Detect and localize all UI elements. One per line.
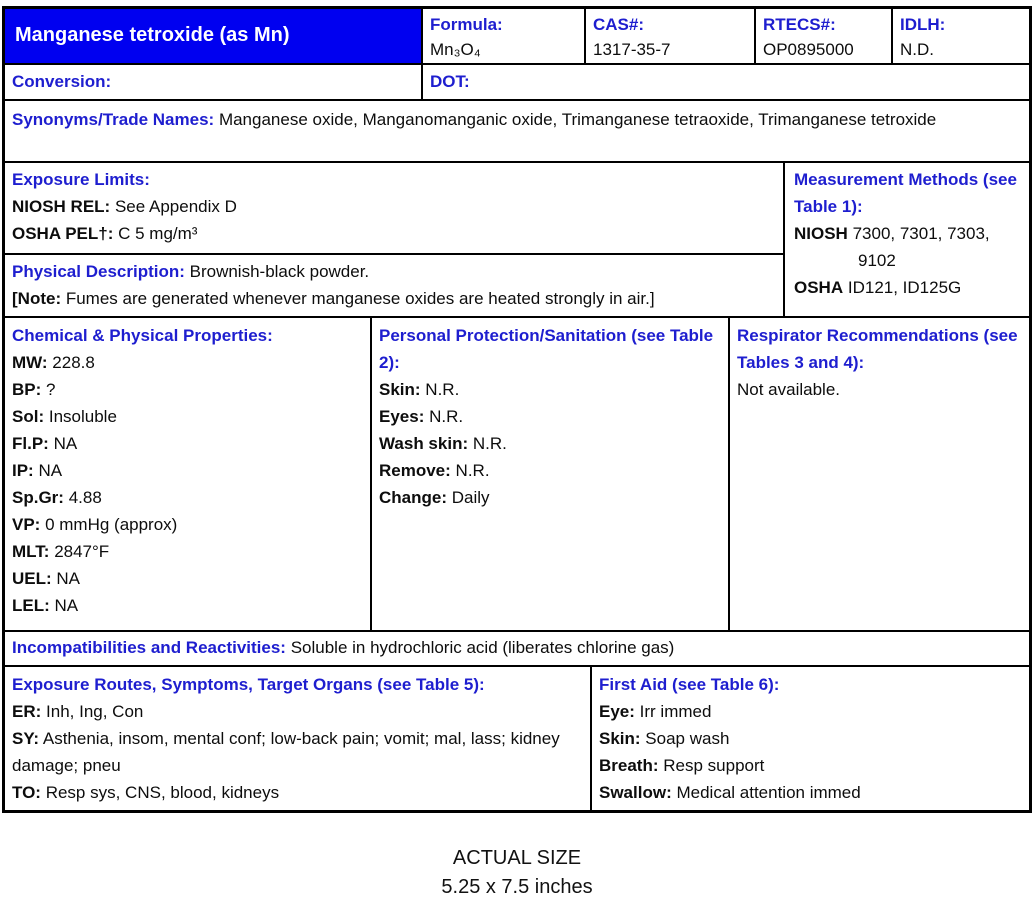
property-line [12, 457, 364, 484]
eye-label: Eye: [599, 702, 635, 721]
cas-value: 1317-35-7 [593, 40, 671, 59]
chemical-properties-cell [5, 318, 372, 630]
niosh-rel-value: See Appendix D [114, 197, 237, 216]
property-line [12, 430, 364, 457]
formula-cell [423, 9, 586, 63]
vp-value: 0 mmHg (approx) [45, 515, 178, 534]
physical-description-label: Physical Description: [12, 262, 185, 281]
dot-cell [423, 65, 1029, 99]
measurement-line [794, 247, 1023, 274]
incompatibilities-label: Incompatibilities and Reactivities: [12, 638, 286, 657]
mw-value: 228.8 [52, 353, 95, 372]
property-line [12, 403, 364, 430]
protection-line [379, 484, 722, 511]
to-line [12, 779, 560, 806]
property-line [12, 349, 364, 376]
synonyms-cell [5, 101, 1029, 161]
eyes-value: N.R. [429, 407, 464, 426]
actual-size-line1: ACTUAL SIZE [452, 847, 582, 869]
note-label: [Note: [12, 289, 62, 308]
chemical-title-text: Manganese tetroxide (as Mn) [15, 23, 290, 46]
er-label: ER: [12, 702, 42, 721]
sy-label: SY: [12, 729, 40, 748]
protection-line [379, 430, 722, 457]
idlh-value: N.D. [900, 40, 934, 59]
osha-pel-label: OSHA PEL†: [12, 224, 114, 243]
lel-label: LEL: [12, 596, 50, 615]
measurement-line [794, 220, 1023, 247]
physical-description-line [12, 258, 777, 285]
skin-label: Skin: [379, 380, 421, 399]
wash-skin-value: N.R. [472, 434, 507, 453]
note-value: Fumes are generated whenever manganese oxides are heated strongly in air.] [65, 289, 655, 308]
measurement-line [794, 274, 1023, 301]
bp-value: ? [46, 380, 56, 399]
fa-skin-label: Skin: [599, 729, 641, 748]
rtecs-label: RTECS#: [763, 15, 836, 34]
sy-value: Asthenia, insom, mental conf; low-back pain; vomit; mal, lass; kidney damage; pneu [12, 729, 560, 775]
limits-measurement-block [5, 163, 1029, 318]
physical-description-note [12, 285, 777, 312]
conversion-cell [5, 65, 423, 99]
routes-firstaid-row [5, 667, 1029, 810]
wash-skin-label: Wash skin: [379, 434, 469, 453]
firstaid-swallow-line [599, 779, 1023, 806]
respirator-title: Respirator Recommendations (see Tables 3 and 4): [737, 326, 1018, 372]
uel-value: NA [56, 569, 81, 588]
property-line [12, 376, 364, 403]
property-line [12, 592, 364, 619]
rtecs-cell [756, 9, 893, 63]
remove-label: Remove: [379, 461, 451, 480]
physical-description-cell [5, 255, 783, 316]
incompatibilities-row [5, 632, 1029, 667]
exposure-routes-cell [5, 667, 592, 810]
chemical-properties-title: Chemical & Physical Properties: [12, 326, 273, 345]
sol-label: Sol: [12, 407, 45, 426]
to-value: Resp sys, CNS, blood, kidneys [45, 783, 280, 802]
remove-value: N.R. [455, 461, 490, 480]
breath-label: Breath: [599, 756, 659, 775]
sy-line [12, 725, 560, 779]
formula-label: Formula: [430, 15, 503, 34]
osha-pel-value: C 5 mg/m³ [118, 224, 198, 243]
bp-label: BP: [12, 380, 42, 399]
niosh-methods-value2: 9102 [858, 251, 896, 270]
respirator-value: Not available. [737, 380, 841, 399]
mw-label: MW: [12, 353, 48, 372]
protection-line [379, 403, 722, 430]
property-line [12, 565, 364, 592]
spgr-label: Sp.Gr: [12, 488, 64, 507]
firstaid-eye-line [599, 698, 1023, 725]
cas-label: CAS#: [593, 15, 645, 34]
firstaid-skin-line [599, 725, 1023, 752]
to-label: TO: [12, 783, 41, 802]
actual-size-line2: 5.25 x 7.5 inches [441, 876, 593, 898]
property-line [12, 511, 364, 538]
firstaid-breath-line [599, 752, 1023, 779]
swallow-value: Medical attention immed [676, 783, 861, 802]
synonyms-value: Manganese oxide, Manganomanganic oxide, Trimanganese tetraoxide, Trimanganese tetroxide [218, 110, 937, 129]
skin-value: N.R. [425, 380, 460, 399]
osha-pel-line [12, 220, 777, 247]
flp-label: Fl.P: [12, 434, 49, 453]
eye-value: Irr immed [639, 702, 712, 721]
properties-protection-respirator-row [5, 318, 1029, 632]
exposure-limits-title: Exposure Limits: [12, 170, 150, 189]
sol-value: Insoluble [48, 407, 117, 426]
physical-description-value: Brownish-black powder. [189, 262, 370, 281]
rtecs-value: OP0895000 [763, 40, 854, 59]
mlt-value: 2847°F [54, 542, 110, 561]
osha-methods-label: OSHA [794, 278, 844, 297]
fa-skin-value: Soap wash [645, 729, 730, 748]
niosh-rel-label: NIOSH REL: [12, 197, 111, 216]
synonyms-label: Synonyms/Trade Names: [12, 110, 215, 129]
personal-protection-cell [372, 318, 730, 630]
vp-label: VP: [12, 515, 41, 534]
breath-value: Resp support [663, 756, 765, 775]
incompatibilities-cell [5, 632, 1029, 665]
er-value: Inh, Ing, Con [46, 702, 144, 721]
eyes-label: Eyes: [379, 407, 425, 426]
limits-physical-column [5, 163, 785, 316]
change-label: Change: [379, 488, 447, 507]
uel-label: UEL: [12, 569, 52, 588]
ip-label: IP: [12, 461, 34, 480]
chemical-title [5, 9, 423, 63]
property-line [12, 538, 364, 565]
property-line [12, 484, 364, 511]
respirator-recommendations-cell [730, 318, 1029, 630]
measurement-methods-title: Measurement Methods (see Table 1): [794, 170, 1017, 216]
synonyms-row [5, 101, 1029, 163]
niosh-methods-label: NIOSH [794, 224, 848, 243]
spgr-value: 4.88 [68, 488, 102, 507]
swallow-label: Swallow: [599, 783, 672, 802]
header-row [5, 9, 1029, 65]
mlt-label: MLT: [12, 542, 50, 561]
conversion-dot-row [5, 65, 1029, 101]
chemical-hazard-card [2, 6, 1032, 813]
flp-value: NA [53, 434, 78, 453]
osha-methods-value: ID121, ID125G [847, 278, 962, 297]
niosh-rel-line [12, 193, 777, 220]
conversion-label: Conversion: [12, 71, 112, 91]
protection-line [379, 376, 722, 403]
er-line [12, 698, 560, 725]
exposure-limits-cell [5, 163, 783, 255]
incompatibilities-value: Soluble in hydrochloric acid (liberates chlorine gas) [290, 638, 675, 657]
first-aid-cell [592, 667, 1029, 810]
niosh-methods-value: 7300, 7301, 7303, [852, 224, 990, 243]
cas-cell [586, 9, 756, 63]
dot-label: DOT: [430, 71, 470, 91]
protection-line [379, 457, 722, 484]
formula-value: Mn₃O₄ [430, 40, 481, 59]
personal-protection-title: Personal Protection/Sanitation (see Table 2): [379, 326, 714, 372]
change-value: Daily [451, 488, 490, 507]
ip-value: NA [38, 461, 63, 480]
idlh-cell [893, 9, 1029, 63]
first-aid-title: First Aid (see Table 6): [599, 675, 780, 694]
idlh-label: IDLH: [900, 15, 946, 34]
exposure-routes-title: Exposure Routes, Symptoms, Target Organs (see Table 5): [12, 675, 485, 694]
actual-size-note [0, 844, 1034, 902]
lel-value: NA [54, 596, 79, 615]
measurement-methods-cell [785, 163, 1029, 316]
